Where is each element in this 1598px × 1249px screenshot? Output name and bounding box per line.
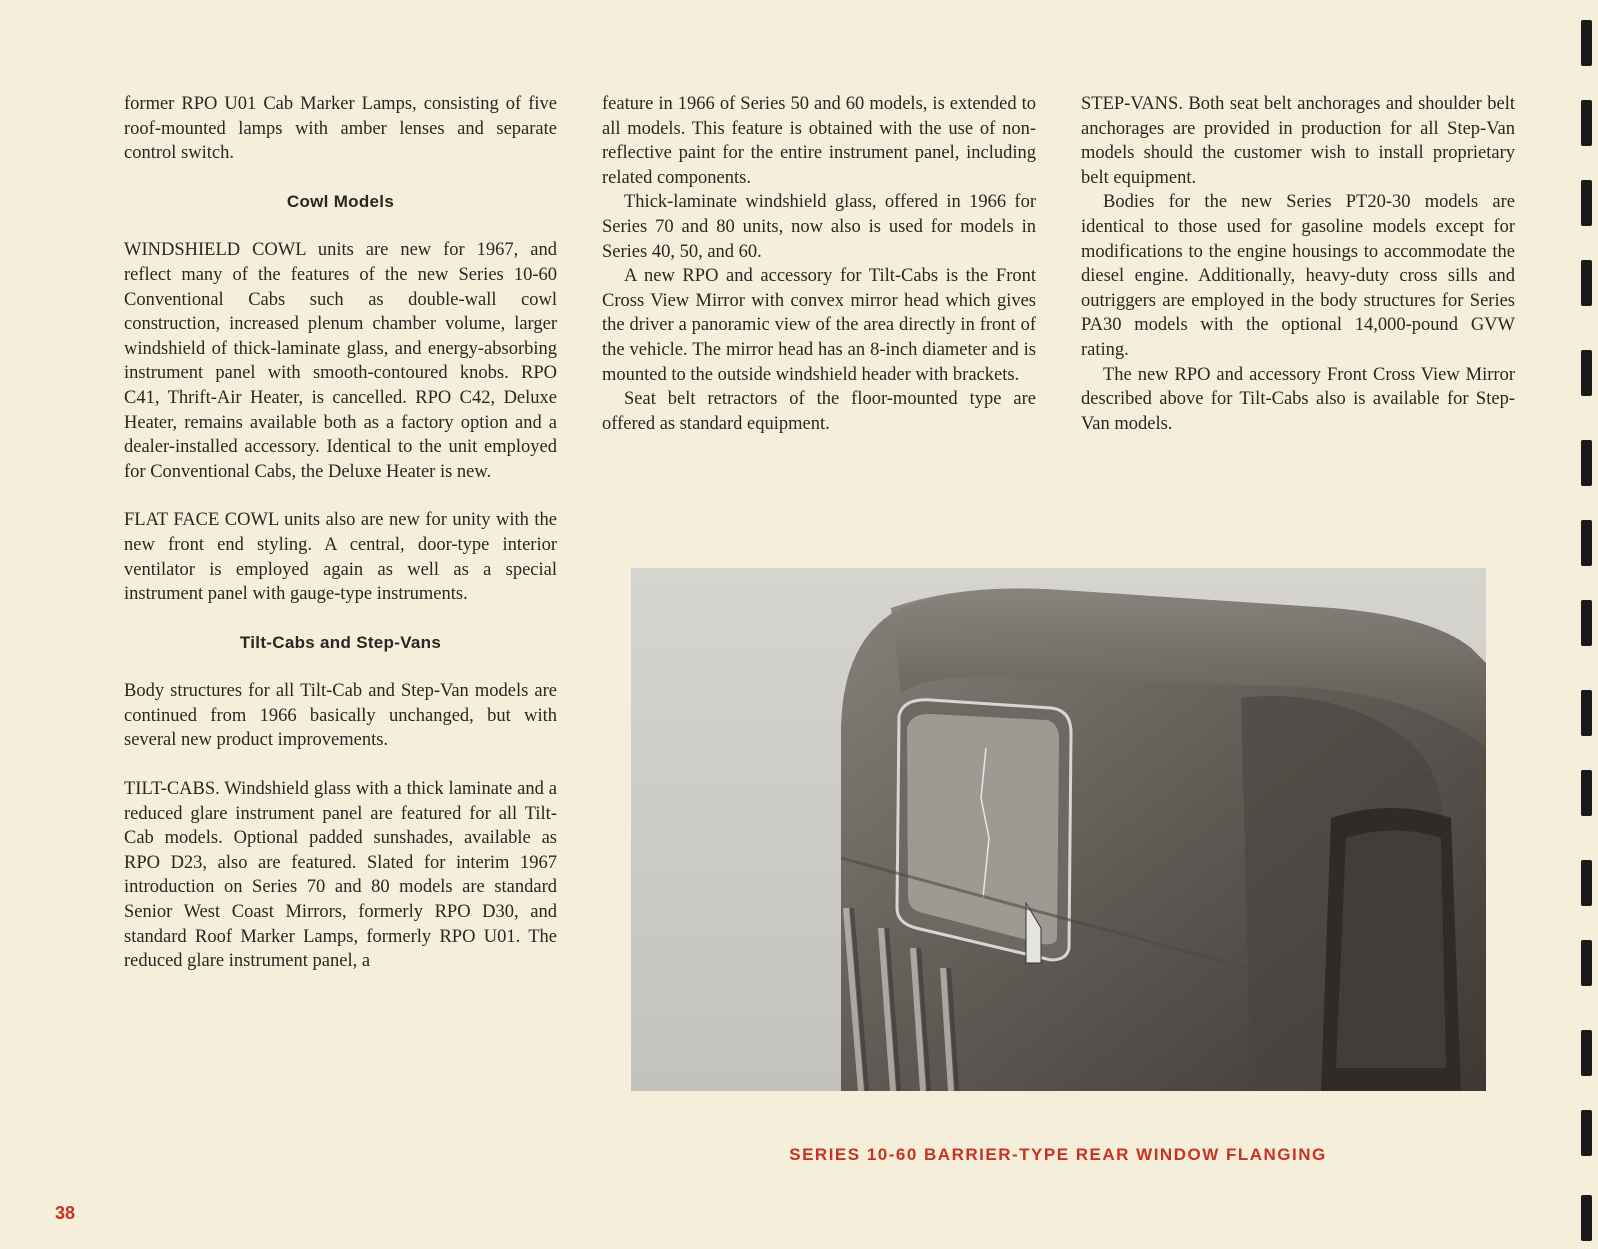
paragraph: Body structures for all Tilt-Cab and Step-Van models are continued from 1966 basically unchanged, but with several new product improvements. (124, 681, 557, 751)
text-column-left (124, 92, 557, 974)
binding-holes (1576, 0, 1598, 1249)
text-column-right (1081, 92, 1515, 436)
paragraph: Bodies for the new Series PT20-30 models are identical to those used for gasoline models except for modifications to the engine housings to accommodate the diesel engine. Additionally, heavy-duty cross sills and outriggers are employed in the body structures for Series PA30 models with the optional 14,000-pound GVW rating. (1081, 192, 1515, 360)
page-number: 38 (55, 1203, 76, 1223)
cab-rear-window-photo (631, 568, 1486, 1091)
paragraph: STEP-VANS. Both seat belt anchorages and shoulder belt anchorages are provided in production for all Step-Van models should the customer wish to install proprietary belt equipment. (1081, 94, 1515, 188)
text-column-middle (602, 92, 1036, 436)
paragraph: WINDSHIELD COWL units are new for 1967, and reflect many of the features of the new Series 10-60 Conventional Cabs such as double-wall cowl construction, increased plenum chamber volume, larger windshield of thick-laminate glass, and energy-absorbing instrument panel with smooth-contoured knobs. RPO C41, Thrift-Air Heater, is cancelled. RPO C42, Deluxe Heater, remains available both as a factory option and a dealer-installed accessory. Identical to the unit employed for Conventional Cabs, the Deluxe Heater is new. (124, 240, 557, 482)
paragraph: Thick-laminate windshield glass, offered in 1966 for Series 70 and 80 units, now also is used for models in Series 40, 50, and 60. (602, 192, 1036, 262)
paragraph: The new RPO and accessory Front Cross View Mirror described above for Tilt-Cabs also is available for Step-Van models. (1081, 364, 1515, 434)
paragraph: feature in 1966 of Series 50 and 60 models, is extended to all models. This feature is obtained with the use of non-reflective paint for the entire instrument panel, including related components. (602, 94, 1036, 188)
section-heading-cowl-models: Cowl Models (286, 191, 395, 211)
section-heading-tilt-cabs: Tilt-Cabs and Step-Vans (239, 632, 442, 652)
paragraph: A new RPO and accessory for Tilt-Cabs is the Front Cross View Mirror with convex mirror head which gives the driver a panoramic view of the area directly in front of the vehicle. The mirror head has an 8-inch diameter and is mounted to the outside windshield header with brackets. (602, 266, 1036, 385)
photo-caption: SERIES 10-60 BARRIER-TYPE REAR WINDOW FLANGING (789, 1145, 1327, 1164)
paragraph: Seat belt retractors of the floor-mounted type are offered as standard equipment. (602, 389, 1036, 434)
paragraph: FLAT FACE COWL units also are new for unity with the new front end styling. A central, door-type interior ventilator is employed again as well as a special instrument panel with gauge-type instruments. (124, 510, 557, 605)
paragraph: TILT-CABS. Windshield glass with a thick laminate and a reduced glare instrument panel are featured for all Tilt-Cab models. Optional padded sunshades, available as RPO D23, also are featured. Slated for interim 1967 introduction on Series 70 and 80 models are standard Senior West Coast Mirrors, formerly RPO D30, and standard Roof Marker Lamps, formerly RPO U01. The reduced glare instrument panel, a (124, 779, 557, 972)
paragraph: former RPO U01 Cab Marker Lamps, consisting of five roof-mounted lamps with amber lenses and separate control switch. (124, 94, 557, 164)
